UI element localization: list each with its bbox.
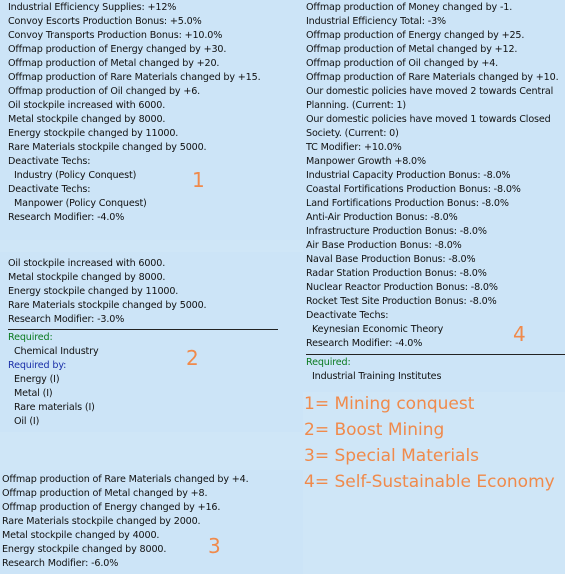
effect-line: TC Modifier: +10.0%	[306, 142, 402, 153]
annotation-number-3: 3	[208, 534, 221, 558]
effect-line: Anti-Air Production Bonus: -8.0%	[306, 212, 458, 223]
effect-line: Rocket Test Site Production Bonus: -8.0%	[306, 296, 497, 307]
dependent-tech: Rare materials (I)	[14, 402, 95, 413]
required-tech: Industrial Training Institutes	[312, 371, 442, 382]
dependent-tech: Metal (I)	[14, 388, 53, 399]
dependent-tech: Oil (I)	[14, 416, 40, 427]
legend-item: 1= Mining conquest	[304, 394, 475, 414]
effect-line: Deactivate Techs:	[8, 184, 91, 195]
effect-line: Manpower Growth +8.0%	[306, 156, 426, 167]
effect-line: Research Modifier: -6.0%	[2, 558, 119, 569]
required-tech: Chemical Industry	[14, 346, 99, 357]
effect-line: Offmap production of Money changed by -1.	[306, 2, 513, 13]
tooltip-boost-mining	[0, 252, 303, 432]
effect-line: Rare Materials stockpile changed by 5000.	[8, 142, 207, 153]
effect-line: Offmap production of Metal changed by +20.	[8, 58, 220, 69]
effect-line: Energy stockpile changed by 11000.	[8, 286, 179, 297]
effect-line: Industrial Capacity Production Bonus: -8.0%	[306, 170, 511, 181]
effect-line: Deactivate Techs:	[306, 310, 389, 321]
legend-item: 2= Boost Mining	[304, 420, 445, 440]
annotation-number-1: 1	[192, 168, 205, 192]
effect-line: Metal stockpile changed by 8000.	[8, 114, 166, 125]
effect-line: Coastal Fortifications Production Bonus: -8.0%	[306, 184, 521, 195]
effect-line: Offmap production of Energy changed by +25.	[306, 30, 525, 41]
effect-line: Offmap production of Rare Materials changed by +4.	[2, 474, 249, 485]
effect-line: Rare Materials stockpile changed by 5000.	[8, 300, 207, 311]
effect-line: Offmap production of Metal changed by +8.	[2, 488, 208, 499]
effect-line: Metal stockpile changed by 8000.	[8, 272, 166, 283]
effect-line: Nuclear Reactor Production Bonus: -8.0%	[306, 282, 498, 293]
effect-line: Infrastructure Production Bonus: -8.0%	[306, 226, 487, 237]
tooltip-special-materials	[0, 470, 303, 574]
effect-line: Industrial Efficiency Total: -3%	[306, 16, 447, 27]
effect-line: Our domestic policies have moved 2 towards Central	[306, 86, 554, 97]
effect-line: Offmap production of Rare Materials changed by +10.	[306, 72, 559, 83]
effect-line: Metal stockpile changed by 4000.	[2, 530, 160, 541]
dependent-tech: Energy (I)	[14, 374, 60, 385]
legend-item: 3= Special Materials	[304, 446, 480, 466]
effect-line: Oil stockpile increased with 6000.	[8, 258, 166, 269]
tooltip-mining-conquest	[0, 0, 303, 240]
effect-line: Oil stockpile increased with 6000.	[8, 100, 166, 111]
effect-line: Convoy Transports Production Bonus: +10.0%	[8, 30, 223, 41]
effect-line: Air Base Production Bonus: -8.0%	[306, 240, 462, 251]
effect-line: Energy stockpile changed by 8000.	[2, 544, 167, 555]
effect-line: Society. (Current: 0)	[306, 128, 399, 139]
required-label: Required:	[306, 357, 351, 368]
deactivated-tech: Industry (Policy Conquest)	[14, 170, 137, 181]
section-divider	[8, 329, 278, 330]
effect-line: Research Modifier: -4.0%	[8, 212, 125, 223]
effect-line: Convoy Escorts Production Bonus: +5.0%	[8, 16, 202, 27]
effect-line: Offmap production of Energy changed by +30.	[8, 44, 227, 55]
effect-line: Naval Base Production Bonus: -8.0%	[306, 254, 476, 265]
effect-line: Energy stockpile changed by 11000.	[8, 128, 179, 139]
effect-line: Land Fortifications Production Bonus: -8.0%	[306, 198, 509, 209]
required-label: Required:	[8, 332, 53, 343]
effect-line: Offmap production of Metal changed by +12.	[306, 44, 518, 55]
legend-item: 4= Self-Sustainable Economy	[304, 472, 555, 492]
effect-line: Our domestic policies have moved 1 towards Closed	[306, 114, 551, 125]
effect-line: Offmap production of Rare Materials changed by +15.	[8, 72, 261, 83]
effect-line: Industrial Efficiency Supplies: +12%	[8, 2, 177, 13]
required-by-label: Required by:	[8, 360, 67, 371]
effect-line: Offmap production of Oil changed by +6.	[8, 86, 201, 97]
effect-line: Radar Station Production Bonus: -8.0%	[306, 268, 487, 279]
annotation-number-2: 2	[186, 346, 199, 370]
deactivated-tech: Manpower (Policy Conquest)	[14, 198, 147, 209]
effect-line: Research Modifier: -3.0%	[8, 314, 125, 325]
effect-line: Research Modifier: -4.0%	[306, 338, 423, 349]
effect-line: Offmap production of Oil changed by +4.	[306, 58, 499, 69]
effect-line: Offmap production of Energy changed by +16.	[2, 502, 221, 513]
effect-line: Rare Materials stockpile changed by 2000.	[2, 516, 201, 527]
section-divider	[306, 354, 565, 355]
deactivated-tech: Keynesian Economic Theory	[312, 324, 444, 335]
effect-line: Deactivate Techs:	[8, 156, 91, 167]
annotation-number-4: 4	[513, 322, 526, 346]
annotation-legend	[304, 391, 555, 495]
effect-line: Planning. (Current: 1)	[306, 100, 407, 111]
